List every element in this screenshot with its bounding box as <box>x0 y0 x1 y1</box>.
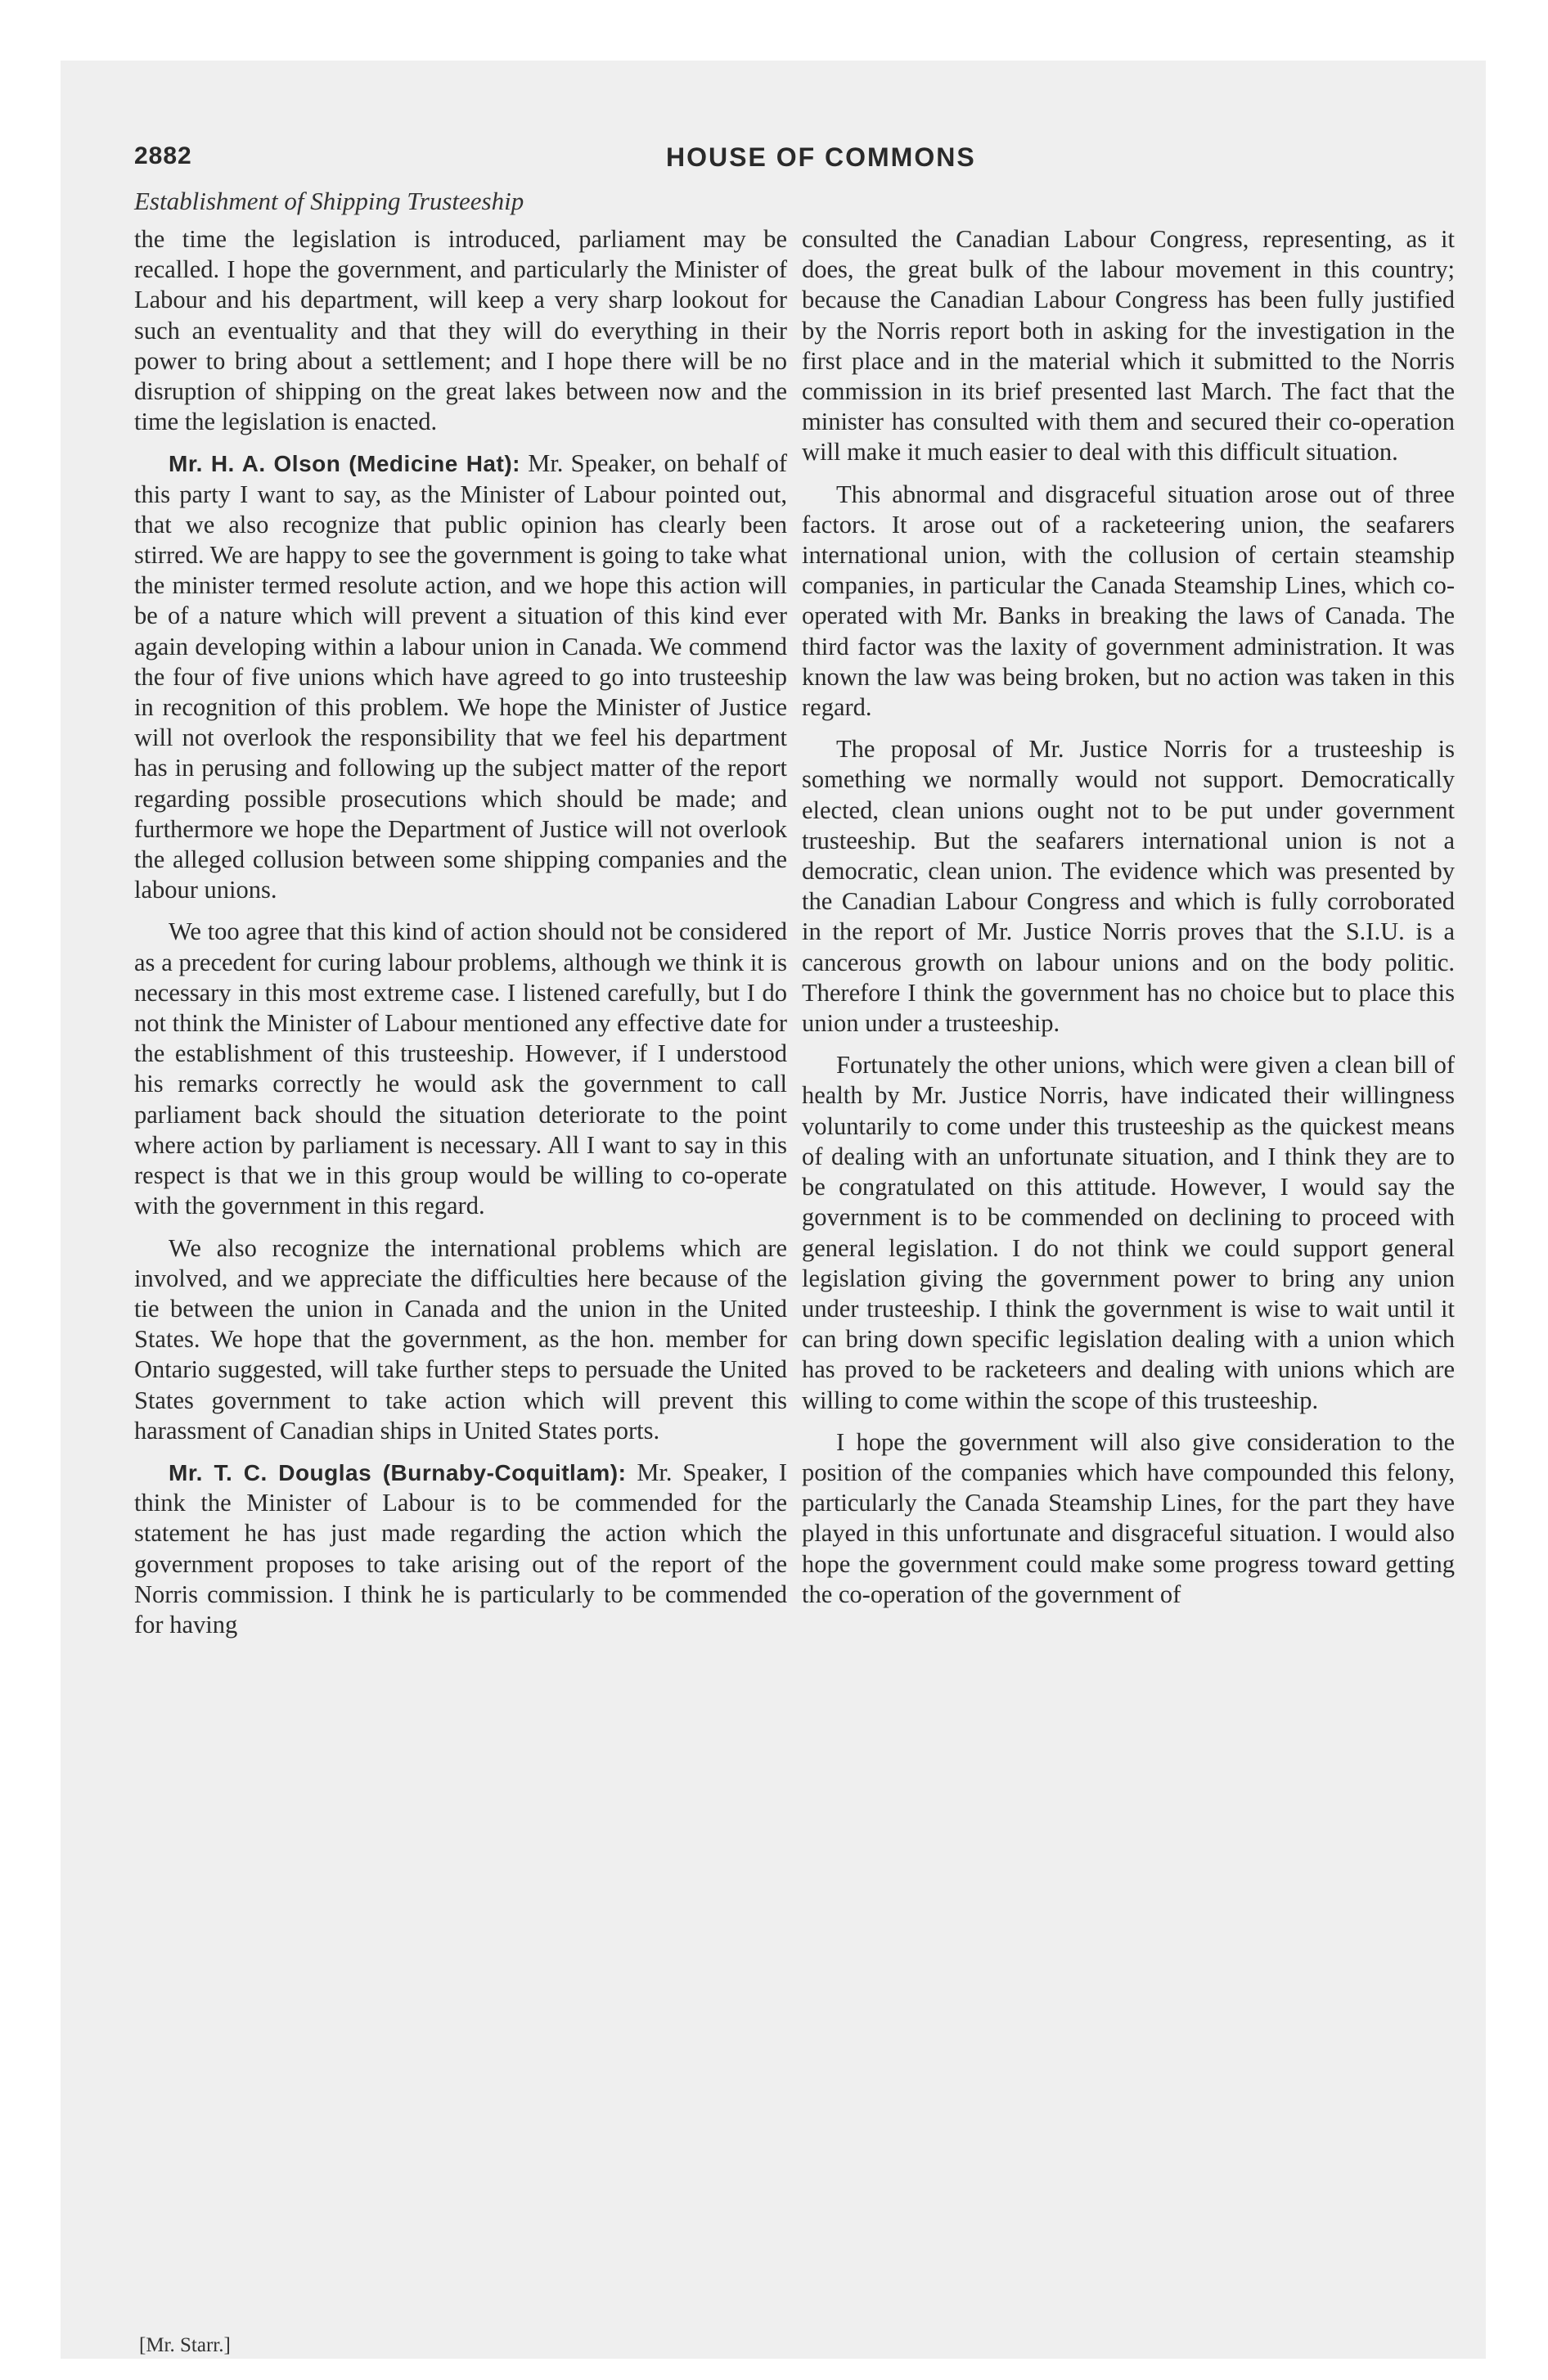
paragraph: Fortunately the other unions, which were given a clean bill of health by Mr. Justice Norris, have indicated their willingness voluntarily to come under this trusteeship as the quickest means of dealing with an unfortunate situation, and I think they are to be congratulated on this attitude. However, I would say the government is to be commended on declining to proceed with general legislation. I do not think we could support general legislation giving the government power to bring any union under trusteeship. I think the government is wise to wait until it can bring down specific legislation dealing with a union which has proved to be racketeers and dealing with unions which are willing to come within the scope of this trusteeship. <box>802 1051 1455 1414</box>
right-column <box>802 224 1455 1621</box>
paragraph: We too agree that this kind of action should not be considered as a precedent for curing labour problems, although we think it is necessary in this most extreme case. I listened carefully, but I do not think the Minister of Labour mentioned any effective date for the establishment of this trusteeship. However, if I understood his remarks correctly he would ask the government to call parliament back should the situation deteriorate to the point where action by parliament is necessary. All I want to say in this respect is that we in this group would be willing to co-operate with the government in this regard. <box>134 917 787 1220</box>
running-head: HOUSE OF COMMONS <box>666 142 976 172</box>
speaker-name: Mr. H. A. Olson (Medicine Hat): <box>169 451 520 477</box>
speaker-name: Mr. T. C. Douglas (Burnaby-Coquitlam): <box>169 1459 627 1485</box>
paragraph: I hope the government will also give consideration to the position of the companies which have compounded this felony, particularly the Canada Steamship Lines, for the part they have played in this unfortunate and disgraceful situation. I would also hope the government could make some progress toward getting the co-operation of the government of <box>802 1427 1455 1608</box>
page <box>61 61 1486 2359</box>
speech-text: Mr. Speaker, on behalf of this party I want to say, as the Minister of Labour pointed out, that we also recognize that public opinion has clearly been stirred. We are happy to see the government is going to take what the minister termed resolute action, and we hope this action will be of a nature which will prevent a situation of this kind ever again developing within a labour union in Canada. We commend the four of five unions which have agreed to go into trusteeship in recognition of this problem. We hope the Minister of Justice will not overlook the responsibility that we feel his department has in perusing and following up the subject matter of the report regarding possible prosecutions which should be made; and furthermore we hope the Department of Justice will not overlook the alleged collusion between some shipping companies and the labour unions. <box>134 449 788 904</box>
speech-douglas <box>134 1458 787 1640</box>
page-number: 2882 <box>134 142 192 169</box>
paragraph: the time the legislation is introduced, parliament may be recalled. I hope the government, and particularly the Minister of Labour and his department, will keep a very sharp lookout for such an eventuality and that they will do everything in their power to bring about a settlement; and I hope there will be no disruption of shipping on the great lakes between now and the time the legislation is enacted. <box>134 225 787 436</box>
section-subheading: Establishment of Shipping Trusteeship <box>134 187 524 215</box>
paragraph: We also recognize the international problems which are involved, and we appreciate the difficulties here because of the tie between the union in Canada and the union in the United States. We hope that the government, as the hon. member for Ontario suggested, will take further steps to persuade the United States government to take action which will prevent this harassment of Canadian ships in United States ports. <box>134 1233 787 1445</box>
speech-text: Mr. Speaker, I think the Minister of Labour is to be commended for the statement he has just made regarding the action which the government proposes to take arising out of the report of the Norris commission. I think he is particularly to be commended for having <box>134 1458 788 1639</box>
paragraph: The proposal of Mr. Justice Norris for a trusteeship is something we normally would not support. Democratically elected, clean unions ought not to be put under government trusteeship. But the seafarers international union is not a democratic, clean union. The evidence which was presented by the Canadian Labour Congress and which is fully corroborated in the report of Mr. Justice Norris proves that the S.I.U. is a cancerous growth on labour unions and on the body politic. Therefore I think the government has no choice but to place this union under a trusteeship. <box>802 735 1455 1038</box>
page-header <box>134 142 1427 192</box>
speech-olson <box>134 449 787 905</box>
paragraph: consulted the Canadian Labour Congress, representing, as it does, the great bulk of the labour movement in this country; because the Canadian Labour Congress has been fully justified by the Norris report both in asking for the investigation in the first place and in the material which it submitted to the Norris commission in its brief presented last March. The fact that the minister has consulted with them and secured their co-operation will make it much easier to deal with this difficult situation. <box>802 225 1455 467</box>
paragraph: This abnormal and disgraceful situation arose out of three factors. It arose out of a racketeering union, the seafarers international union, with the collusion of certain steamship companies, in particular the Canada Steamship Lines, which co-operated with Mr. Banks in breaking the laws of Canada. The third factor was the laxity of government administration. It was known the law was being broken, but no action was taken in this regard. <box>802 480 1455 722</box>
footer-note: [Mr. Starr.] <box>139 2334 231 2356</box>
left-column <box>134 224 787 1652</box>
